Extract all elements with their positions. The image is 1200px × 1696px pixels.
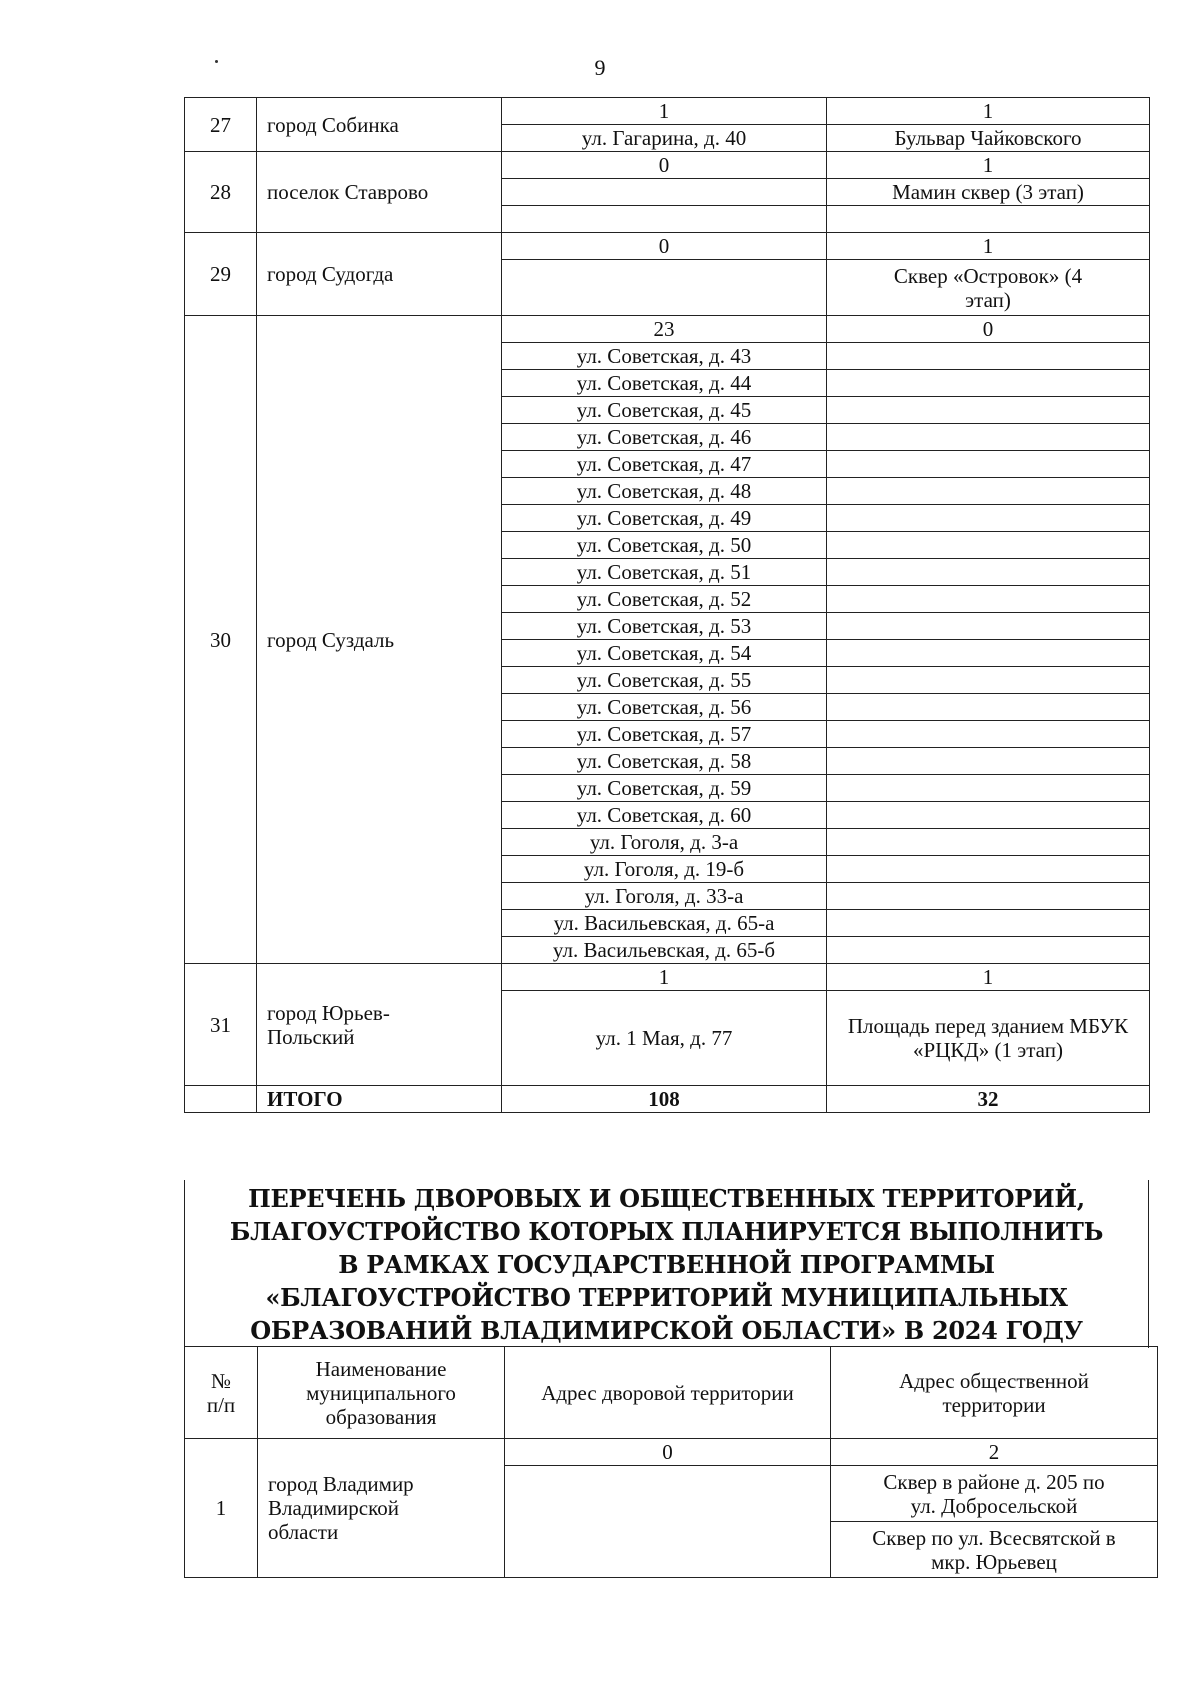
public-address: Площадь перед зданием МБУК «РЦКД» (1 этап)	[827, 991, 1150, 1086]
yard-address: ул. Советская, д. 60	[502, 802, 827, 829]
empty-cell	[827, 883, 1150, 910]
public-count: 0	[827, 316, 1150, 343]
municipality-name: поселок Ставрово	[257, 152, 502, 233]
yard-count: 0	[502, 152, 827, 179]
empty-cell	[827, 721, 1150, 748]
header-municipality: Наименование муниципального образования	[258, 1347, 505, 1439]
public-address: Сквер «Островок» (4 этап)	[827, 260, 1150, 316]
header-public-address: Адрес общественной территории	[831, 1347, 1158, 1439]
section-title-line: ПЕРЕЧЕНЬ ДВОРОВЫХ И ОБЩЕСТВЕННЫХ ТЕРРИТОРИЙ,	[248, 1184, 1085, 1213]
empty-cell	[827, 775, 1150, 802]
table-row	[185, 152, 1150, 179]
yard-count: 1	[502, 98, 827, 125]
empty-cell	[827, 397, 1150, 424]
empty-cell	[827, 802, 1150, 829]
yard-address: ул. Советская, д. 46	[502, 424, 827, 451]
table-row	[185, 964, 1150, 991]
empty-cell	[827, 532, 1150, 559]
header-yard-address: Адрес дворовой территории	[505, 1347, 831, 1439]
yard-address: ул. Советская, д. 43	[502, 343, 827, 370]
public-address: Сквер по ул. Всесвятской в мкр. Юрьевец	[831, 1522, 1158, 1578]
yard-count: 23	[502, 316, 827, 343]
yard-count: 0	[502, 233, 827, 260]
row-number: 31	[185, 964, 257, 1086]
public-address: Бульвар Чайковского	[827, 125, 1150, 152]
table-row	[185, 233, 1150, 260]
yard-address: ул. Гоголя, д. 3-а	[502, 829, 827, 856]
yard-address: ул. Советская, д. 55	[502, 667, 827, 694]
municipality-name: город Юрьев-Польский	[257, 964, 502, 1086]
row-number: 29	[185, 233, 257, 316]
public-address: Мамин сквер (3 этап)	[827, 179, 1150, 206]
empty-cell	[827, 613, 1150, 640]
public-address	[827, 206, 1150, 233]
yard-address	[505, 1466, 831, 1578]
table-row	[185, 98, 1150, 125]
yard-address: ул. Советская, д. 51	[502, 559, 827, 586]
row-number: 30	[185, 316, 257, 964]
scan-speck	[215, 60, 218, 63]
yard-address: ул. Советская, д. 54	[502, 640, 827, 667]
row-number: 28	[185, 152, 257, 233]
empty-cell	[827, 910, 1150, 937]
municipality-name: город Владимир Владимирской области	[258, 1439, 505, 1578]
yard-address: ул. Советская, д. 53	[502, 613, 827, 640]
yard-address	[502, 206, 827, 233]
yard-address: ул. Советская, д. 44	[502, 370, 827, 397]
territories-table-2023	[184, 97, 1150, 1113]
municipality-name: город Судогда	[257, 233, 502, 316]
yard-address: ул. Гоголя, д. 33-а	[502, 883, 827, 910]
yard-address: ул. Васильевская, д. 65-б	[502, 937, 827, 964]
yard-count: 1	[502, 964, 827, 991]
yard-address: ул. Советская, д. 49	[502, 505, 827, 532]
municipality-name: город Собинка	[257, 98, 502, 152]
yard-address: ул. Советская, д. 59	[502, 775, 827, 802]
empty-cell	[827, 937, 1150, 964]
yard-address: ул. Советская, д. 56	[502, 694, 827, 721]
public-address: Сквер в районе д. 205 по ул. Добросельской	[831, 1466, 1158, 1522]
yard-address: ул. Советская, д. 58	[502, 748, 827, 775]
total-yard: 108	[502, 1086, 827, 1113]
empty-cell	[827, 694, 1150, 721]
page-number: 9	[594, 55, 606, 80]
empty-cell	[827, 505, 1150, 532]
empty-cell	[827, 856, 1150, 883]
empty-cell	[827, 424, 1150, 451]
yard-address: ул. 1 Мая, д. 77	[502, 991, 827, 1086]
yard-address	[502, 179, 827, 206]
yard-count: 0	[505, 1439, 831, 1466]
empty-cell	[827, 451, 1150, 478]
yard-address	[502, 260, 827, 316]
empty-cell	[185, 1086, 257, 1113]
section-title-line: «БЛАГОУСТРОЙСТВО ТЕРРИТОРИЙ МУНИЦИПАЛЬНЫХ	[265, 1283, 1068, 1312]
total-row	[185, 1086, 1150, 1113]
empty-cell	[827, 748, 1150, 775]
yard-address: ул. Советская, д. 50	[502, 532, 827, 559]
section-title-line: ОБРАЗОВАНИЙ ВЛАДИМИРСКОЙ ОБЛАСТИ» В 2024 ГОДУ	[250, 1316, 1083, 1345]
table-row	[185, 316, 1150, 343]
territories-table-2024	[184, 1346, 1158, 1578]
total-label: ИТОГО	[257, 1086, 502, 1113]
section-title-line: БЛАГОУСТРОЙСТВО КОТОРЫХ ПЛАНИРУЕТСЯ ВЫПОЛНИТЬ	[229, 1217, 1104, 1246]
municipality-name: город Суздаль	[257, 316, 502, 964]
empty-cell	[827, 640, 1150, 667]
table-header-row	[185, 1347, 1158, 1439]
public-count: 1	[827, 964, 1150, 991]
public-count: 1	[827, 152, 1150, 179]
public-count: 2	[831, 1439, 1158, 1466]
yard-address: ул. Гагарина, д. 40	[502, 125, 827, 152]
row-number: 27	[185, 98, 257, 152]
table-row	[185, 1439, 1158, 1466]
empty-cell	[827, 829, 1150, 856]
section-title	[184, 1180, 1149, 1348]
empty-cell	[827, 478, 1150, 505]
section-title-line: В РАМКАХ ГОСУДАРСТВЕННОЙ ПРОГРАММЫ	[338, 1250, 995, 1279]
public-count: 1	[827, 233, 1150, 260]
yard-address: ул. Советская, д. 47	[502, 451, 827, 478]
empty-cell	[827, 370, 1150, 397]
yard-address: ул. Васильевская, д. 65-а	[502, 910, 827, 937]
empty-cell	[827, 343, 1150, 370]
public-count: 1	[827, 98, 1150, 125]
yard-address: ул. Советская, д. 48	[502, 478, 827, 505]
empty-cell	[827, 667, 1150, 694]
yard-address: ул. Советская, д. 45	[502, 397, 827, 424]
yard-address: ул. Советская, д. 52	[502, 586, 827, 613]
empty-cell	[827, 586, 1150, 613]
yard-address: ул. Гоголя, д. 19-б	[502, 856, 827, 883]
empty-cell	[827, 559, 1150, 586]
total-public: 32	[827, 1086, 1150, 1113]
header-number: № п/п	[185, 1347, 258, 1439]
row-number: 1	[185, 1439, 258, 1578]
yard-address: ул. Советская, д. 57	[502, 721, 827, 748]
